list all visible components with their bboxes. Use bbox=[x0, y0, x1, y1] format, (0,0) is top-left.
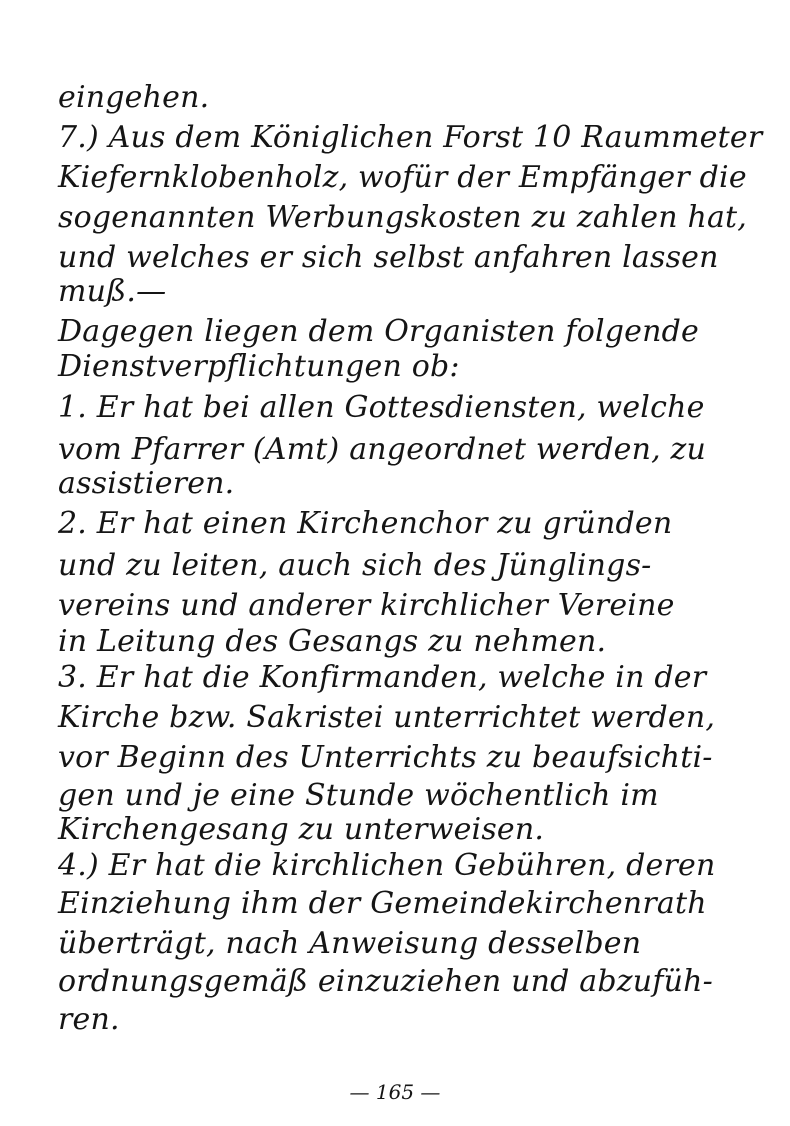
text-line: sogenannten Werbungskosten zu zahlen hat, bbox=[58, 200, 748, 235]
text-line: und welches er sich selbst anfahren lassen bbox=[58, 240, 719, 275]
text-line: vor Beginn des Unterrichts zu beaufsichti- bbox=[58, 740, 713, 775]
text-line: Einziehung ihm der Gemeindekirchenrath bbox=[58, 886, 707, 921]
text-line: 3. Er hat die Konfirmanden, welche in der bbox=[58, 660, 707, 695]
text-line: Kiefernklobenholz, wofür der Empfänger die bbox=[58, 160, 747, 195]
text-line: vereins und anderer kirchlicher Vereine bbox=[58, 588, 675, 623]
text-line: eingehen. bbox=[58, 80, 210, 115]
text-line: Kirchengesang zu unterweisen. bbox=[58, 812, 545, 847]
text-line: ren. bbox=[58, 1002, 120, 1037]
text-line: muß.— bbox=[58, 274, 167, 309]
text-line: 1. Er hat bei allen Gottesdiensten, welche bbox=[58, 390, 705, 425]
text-line: ordnungsgemäß einzuziehen und abzufüh- bbox=[58, 964, 714, 999]
page-number: — 165 — bbox=[349, 1080, 441, 1104]
text-line: überträgt, nach Anweisung desselben bbox=[58, 926, 642, 961]
text-line: und zu leiten, auch sich des Jünglings- bbox=[58, 548, 652, 583]
text-line: assistieren. bbox=[58, 466, 235, 501]
text-line: 2. Er hat einen Kirchenchor zu gründen bbox=[58, 506, 673, 541]
text-line: Dienstverpflichtungen ob: bbox=[58, 349, 460, 384]
text-line: gen und je eine Stunde wöchentlich im bbox=[58, 778, 659, 813]
text-line: 4.) Er hat die kirchlichen Gebühren, deren bbox=[58, 848, 716, 883]
text-line: Dagegen liegen dem Organisten folgende bbox=[58, 314, 700, 349]
text-line: vom Pfarrer (Amt) angeordnet werden, zu bbox=[58, 432, 707, 467]
text-line: 7.) Aus dem Königlichen Forst 10 Raummeter bbox=[58, 120, 763, 155]
text-line: in Leitung des Gesangs zu nehmen. bbox=[58, 624, 607, 659]
text-line: Kirche bzw. Sakristei unterrichtet werden, bbox=[58, 700, 716, 735]
